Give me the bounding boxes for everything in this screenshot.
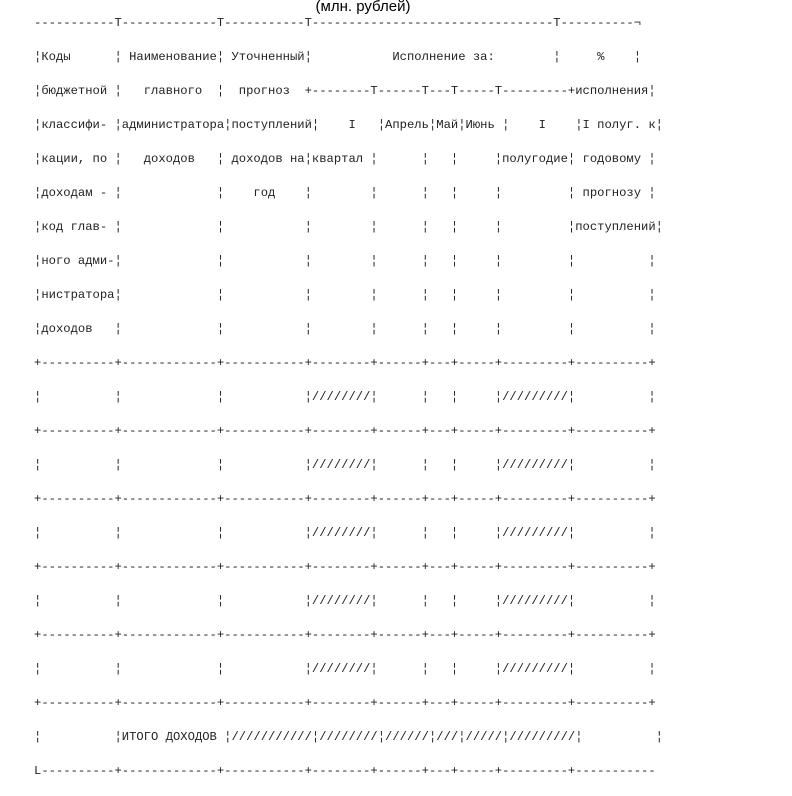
table-line: +----------+-------------+-----------+--------+------+---+-----+---------+----------+ xyxy=(34,492,656,506)
table-line: ¦кации, по ¦ доходов ¦ доходов на¦квартал ¦ ¦ ¦ ¦полугодие¦ годовому ¦ xyxy=(34,152,656,166)
table-line: ¦доходов ¦ ¦ ¦ ¦ ¦ ¦ ¦ ¦ ¦ xyxy=(34,322,656,336)
table-line: ¦ ¦ ¦ ¦////////¦ ¦ ¦ ¦/////////¦ ¦ xyxy=(34,458,656,472)
table-line: +----------+-------------+-----------+--------+------+---+-----+---------+----------+ xyxy=(34,356,656,370)
table-line: L----------+-------------+-----------+--------+------+---+-----+---------+----------- xyxy=(34,764,656,778)
table-line: ¦ ¦ ¦ ¦////////¦ ¦ ¦ ¦/////////¦ ¦ xyxy=(34,390,656,404)
table-line: ¦ ¦ ¦ ¦////////¦ ¦ ¦ ¦/////////¦ ¦ xyxy=(34,594,656,608)
table-line: ¦нистратора¦ ¦ ¦ ¦ ¦ ¦ ¦ ¦ ¦ xyxy=(34,288,656,302)
table-line: ¦доходам - ¦ ¦ год ¦ ¦ ¦ ¦ ¦ ¦ прогнозу ¦ xyxy=(34,186,656,200)
table-line: +----------+-------------+-----------+--------+------+---+-----+---------+----------+ xyxy=(34,628,656,642)
table-line: -----------T-------------T-----------T---------------------------------T----------¬ xyxy=(34,16,642,30)
table-line: ¦ ¦ ¦ ¦////////¦ ¦ ¦ ¦/////////¦ ¦ xyxy=(34,526,656,540)
table-line: +----------+-------------+-----------+--------+------+---+-----+---------+----------+ xyxy=(34,424,656,438)
table-line: ¦ ¦ИТОГО ДОХОДОВ ¦///////////¦////////¦//////¦///¦/////¦/////////¦ ¦ xyxy=(34,730,663,744)
table-line: ¦бюджетной ¦ главного ¦ прогноз +--------T------T---T-----T---------+исполнения¦ xyxy=(34,84,656,98)
table-line: ¦код глав- ¦ ¦ ¦ ¦ ¦ ¦ ¦ ¦поступлений¦ xyxy=(34,220,663,234)
table-line: ¦Коды ¦ Наименование¦ Уточненный¦ Исполнение за: ¦ % ¦ xyxy=(34,50,642,64)
table-line: +----------+-------------+-----------+--------+------+---+-----+---------+----------+ xyxy=(34,696,656,710)
table-line: ¦классифи- ¦администратора¦поступлений¦ I ¦Апрель¦Май¦Июнь ¦ I ¦I полуг. к¦ xyxy=(34,118,663,132)
table-line: ¦ного адми-¦ ¦ ¦ ¦ ¦ ¦ ¦ ¦ ¦ xyxy=(34,254,656,268)
units-caption: (млн. рублей) xyxy=(315,0,411,15)
table-line: ¦ ¦ ¦ ¦////////¦ ¦ ¦ ¦/////////¦ ¦ xyxy=(34,662,656,676)
table-line: +----------+-------------+-----------+--------+------+---+-----+---------+----------+ xyxy=(34,560,656,574)
